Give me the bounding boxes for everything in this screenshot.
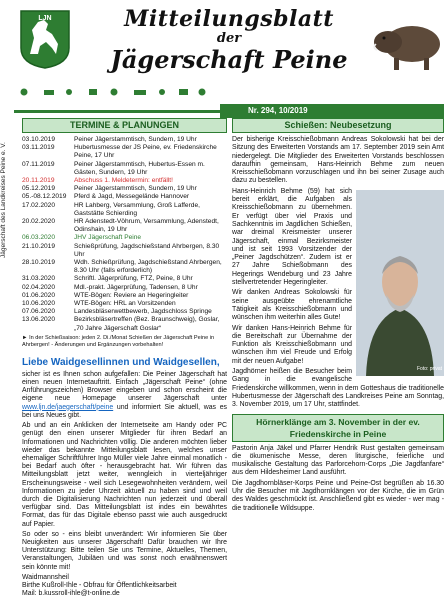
hornklaenge-p1: Pastorin Anja Jäkel und Pfarrer Hendrik Rust gestalten gemeinsam die ökumenische Messe, deren liturgische, feierliche und musikalische Gestaltung das Parforcehorn-Corps „Die Jagdfanfare“ aus dem Hildesheimer Land ausführt. <box>232 444 444 477</box>
event-date: 05.-08.12.2019 <box>22 193 67 201</box>
waidgesellen-p1-start: sicher ist es Ihnen schon aufgefallen: Die Peiner Jägerschaft hat einen neuen Internetauftritt. Einfach „Jägerschaft Peine“ (ohne Anführungszeichen) Browser eingeben und schon erscheint die eigene neue Homepage unserer Jägerschaft unter <box>22 370 227 403</box>
event-date: 02.04.2020 <box>22 283 56 291</box>
waidgesellen-heading: Liebe Waidgesellinnen und Waidgesellen, <box>22 356 220 368</box>
portrait-photo <box>356 190 444 376</box>
event-date: 05.12.2019 <box>22 185 56 193</box>
event-row <box>22 284 227 292</box>
schiessen-body <box>232 136 444 410</box>
left-column <box>22 118 227 598</box>
event-text: Peiner Jägerstammtisch, Hubertus-Essen m. Gästen, Sundern, 19 Uhr <box>74 160 205 176</box>
signature-mail: Mail: b.kussroll-ihle@t-online.de <box>22 590 120 598</box>
event-date: 31.03.2020 <box>22 275 56 283</box>
event-text: Schießprüfung, Jagdschießstand Ahrbergen, 8.30 Uhr <box>74 242 220 258</box>
sidebar-vertical-text: Jägerschaft des Landkreises Peine e. V. <box>0 142 7 258</box>
event-date: 01.06.2020 <box>22 291 56 299</box>
event-text: Bezirksbläsertreffen (Bez. Braunschweig), Goslar, „70 Jahre Jägerschaft Goslar“ <box>74 316 220 332</box>
event-row <box>22 234 227 242</box>
issue-number: Nr. 294, 10/2019 <box>220 104 444 118</box>
event-text: HR Lahberg, Versammlung, Groß Lafferde, Gaststätte Schierding <box>74 201 200 217</box>
deer-silhouette-strip <box>14 86 214 98</box>
events-footnote: ► In der Schießsaison: jeden 2. Di./Monat Schießen der Jägerschaft Peine in Ahrbergen! - Änderungen und Ergänzungen vorbehalten! <box>22 334 215 348</box>
event-text: Peiner Jägerstammtisch, Sundern, 19 Uhr <box>74 136 197 143</box>
event-text: WTE-Bögen: HRL an Vorsitzenden <box>74 300 176 308</box>
event-row <box>22 185 227 193</box>
event-row <box>22 193 227 201</box>
event-date: 07.06.2020 <box>22 308 56 316</box>
hornklaenge-heading <box>232 414 444 442</box>
wild-boar-image <box>368 4 444 74</box>
portrait-illustration <box>356 190 444 376</box>
schiessen-p2: Hans-Heinrich Behme (59) hat sich bereit erklärt, die Aufgaben als Kreisschießobmann zu übernehmen. Er verfügt über viel Praxis und Sachkenntnis im Jagdlichen Schießen, war dreimal Kreismeister unserer Jägerschaft, einmal Bezirksmeister und ist seit 1993 Vorsitzender der „Peiner Jagdschützen“. Zudem ist er 27 Jahre Schießobmann des Hegerings Wendeburg und 23 Jahre stellvertretender Hegeringleiter. <box>232 187 352 287</box>
waidgesellen-p2: Ab und an ein Anklicken der Internetseite am Handy oder PC genügt den einen unserer Mitglieder für ihren Bedarf an Informationen und Nachrichten völlig. Die anderen möchten lieber wieder das bekannte Mitteilungsblatt lesen, welches unser ehemaliger Schriftführer Ingo Müller viele Jahre einmal monatlich - bei Bedarf auch öfter - herausgebracht hat. Wir führen das Mitteilungsblatt jetzt weiter, wenngleich in vierteljähriger Erscheinungsweise - weil sich Lesegewohnheiten verändern, weil Informationen zu jeder Uhrzeit aktuell zu haben sind und weil durch die Digitalisierung Nachrichten nun jederzeit und überall verfügbar sind. Das Mitteilungsblatt ist indes ein bewährtes Format, das für das Digitale ebenso passt wie auch ausgedruckt auf Papier. <box>22 422 227 528</box>
event-date: 03.11.2019 <box>22 144 55 152</box>
event-text: Landesbläserwettbewerb, Jagdschloss Springe <box>74 308 212 316</box>
event-row <box>22 136 227 144</box>
event-text: Abschuss 1. Meldetermin: entfällt! <box>74 177 173 185</box>
title-line-2: Jägerschaft Peine <box>110 45 348 74</box>
event-row <box>22 259 227 275</box>
event-row <box>22 292 227 300</box>
homepage-link[interactable]: www.ljn.de/jaegerschaft/peine <box>22 403 114 411</box>
event-row <box>22 218 227 234</box>
green-rule <box>14 110 220 113</box>
schiessen-p5: Jagdhörner heißen die Besucher beim Gang in die evangelische Friedenskirche willkommen, wenn in dem Gotteshaus die traditionelle Hubertusmesse der Jägerschaft des Landkreises Peine am Sonntag, 3. November 2019, um 17 Uhr, stattfindet. <box>232 368 444 409</box>
event-text: WTE-Bögen: Reviere an Hegeringleiter <box>74 291 189 299</box>
masthead-title <box>94 6 364 74</box>
event-date: 17.02.2020 <box>22 201 56 209</box>
event-text: Peiner Jägerstammtisch, Sundern, 19 Uhr <box>74 185 197 193</box>
event-row <box>22 177 227 185</box>
schiessen-p4: Wir danken Hans-Heinrich Behme für die Bereitschaft zur Übernahme der Funktion als Kreisschießobmann und wünschen ihm viel Freude und Erfolg mit der neuen Aufgabe! <box>232 324 352 365</box>
ljn-horse-logo <box>18 8 72 70</box>
schiessen-p3: Wir danken Andreas Sokolowski für seine ausgeübte ehrenamtliche Tätigkeit als Kreisschießobmann und wünschen ihm weiterhin alles Gute! <box>232 289 352 322</box>
waidgesellen-p1-end: und informiert Sie aktuell, was es bei uns Neues gibt. <box>22 403 227 419</box>
event-row <box>22 202 227 218</box>
event-date: 03.10.2019 <box>22 136 56 143</box>
hornklaenge-body <box>232 445 444 513</box>
hornklaenge-p2: Die Jagdhornbläser-Korps Peine und Peine-Ost begrüßen ab 16.30 Uhr die Besucher mit Jagdhornklängen vor der Kirche, die im Grün des Waldes geschmückt ist. Anschließend gibt es wieder - wer mag - die traditionelle Wildsuppe. <box>232 479 444 512</box>
event-date: 13.06.2020 <box>22 316 56 324</box>
signature-greeting: Waidmannsheil <box>22 573 69 581</box>
event-row <box>22 316 227 332</box>
event-text: Mdl.-prakt. Jägerprüfung, Tadensen, 8 Uhr <box>74 283 198 291</box>
signature-name: Birthe Kußroll-Ihle - Obfrau für Öffentlichkeitsarbeit <box>22 581 177 589</box>
event-row <box>22 308 227 316</box>
title-line-1: Mitteilungsblatt <box>124 6 334 32</box>
title-der: der <box>216 31 242 46</box>
event-date: 20.02.2020 <box>22 218 56 226</box>
event-row <box>22 243 227 259</box>
right-column <box>232 118 444 515</box>
waidgesellen-body <box>22 371 227 598</box>
event-date: 21.10.2019 <box>22 242 56 250</box>
waidgesellen-p3: So oder so - eins bleibt unverändert: Wir informieren Sie über Neuigkeiten aus unserer Jägerschaft! Dafür brauchen wir Ihre Unterstützung: Bitte teilen Sie uns Termine, Aktuelles, Themen, Veranstaltungen, Jubiläen und was sonst noch erwähnenswert sein könnte mit! <box>22 530 227 571</box>
hornklaenge-heading-line1: Hörnerklänge am 3. November in der ev. <box>256 416 420 427</box>
event-text: HR Adenstedt-Vöhrum, Versammlung, Adenstedt, Odinshain, 19 Uhr <box>74 218 219 234</box>
event-row <box>22 161 227 177</box>
photo-caption: Foto: privat <box>416 366 442 373</box>
event-date: 06.03.2020 <box>22 234 56 242</box>
event-text: Pferd & Jagd, Messegelände Hannover <box>74 193 190 201</box>
event-text: Wdh. Schießprüfung, Jagdschießstand Ahrbergen, 8.30 Uhr (falls erforderlich) <box>74 259 222 275</box>
events-list <box>22 136 227 333</box>
event-text: JHV Jägerschaft Peine <box>74 234 142 242</box>
termine-heading: TERMINE & PLANUNGEN <box>22 118 227 133</box>
event-date: 10.06.2020 <box>22 300 56 308</box>
hornklaenge-heading-line2: Friedenskirche in Peine <box>289 428 387 439</box>
event-text: Schriftl. Jägerprüfung, FTZ, Peine, 8 Uhr <box>74 275 193 283</box>
logo-letters: LJN <box>38 15 52 22</box>
event-row <box>22 144 227 160</box>
event-row <box>22 300 227 308</box>
event-date: 28.10.2019 <box>22 259 56 267</box>
event-text: Hubertusmesse der JS Peine, ev. Friedenskirche Peine, 17 Uhr <box>74 144 217 160</box>
schiessen-p1: Der bisherige Kreisschießobmann Andreas Sokolowski hat bei der Sitzung des Erweiterten Vorstands am 17. September 2019 sein Amt niedergelegt. Die Mitglieder des Erweiterten Vorstands beschlossen daraufhin gemeinsam, Hans-Heinrich Behme zum neuen Kreisschießobmann vorzuschlagen und ihn bei seiner Zusage auch dazu zu bestellen. <box>232 136 444 185</box>
event-date: 07.11.2019 <box>22 160 55 168</box>
schiessen-heading: Schießen: Neubesetzung <box>232 118 444 133</box>
event-row <box>22 275 227 283</box>
event-date: 20.11.2019 <box>22 177 55 185</box>
